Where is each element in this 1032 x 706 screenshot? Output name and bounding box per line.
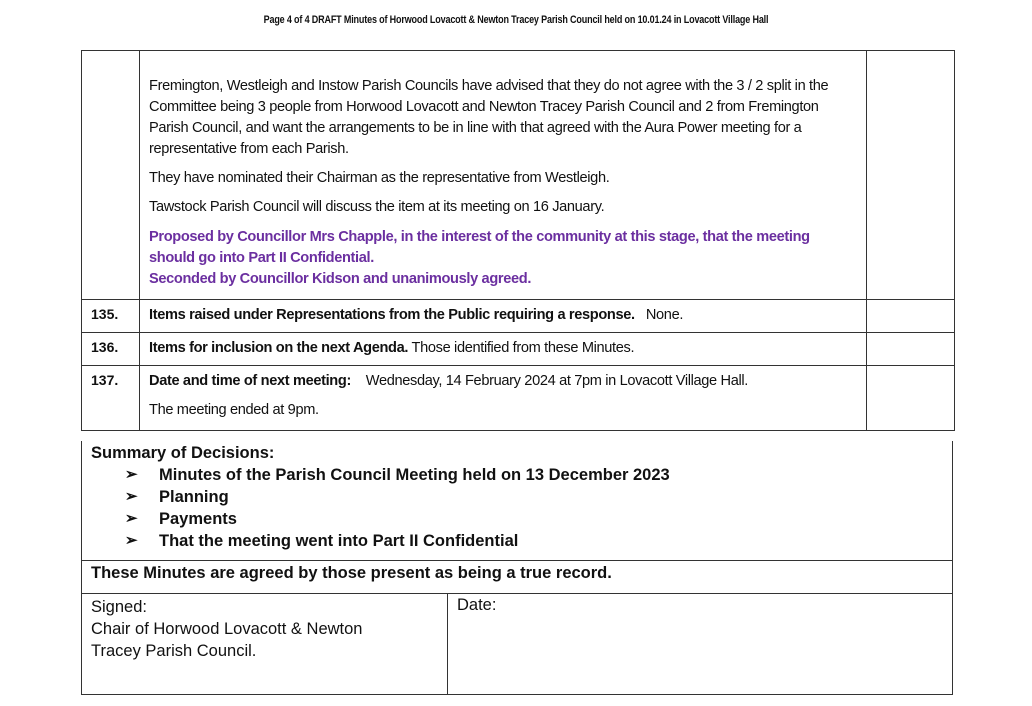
signed-label: Signed: — [91, 598, 147, 616]
item-number: 136. — [82, 333, 140, 365]
paragraph-tawstock: Tawstock Parish Council will discuss the item at its meeting on 16 January. — [149, 199, 605, 215]
item-body-cell — [140, 333, 867, 365]
decision-text: That the meeting went into Part II Confidential — [159, 532, 519, 550]
item-heading: Items raised under Representations from the Public requiring a response. — [149, 307, 635, 323]
decision-text: Payments — [159, 510, 237, 528]
list-item — [125, 508, 952, 530]
agreement-statement: These Minutes are agreed by those present as being a true record. — [81, 561, 953, 594]
page-header: Page 4 of 4 DRAFT Minutes of Horwood Lovacott & Newton Tracey Parish Council held on 10.01.24 in Lovacott Village Hall — [263, 14, 769, 26]
item-detail: None. — [645, 307, 684, 323]
arrow-bullet-icon: ➢ — [125, 510, 138, 527]
item-number-cell — [82, 51, 140, 299]
decision-text: Minutes of the Parish Council Meeting held on 13 December 2023 — [159, 466, 670, 484]
date-label: Date: — [457, 596, 497, 614]
item-detail: Wednesday, 14 February 2024 at 7pm in Lovacott Village Hall. — [365, 373, 748, 389]
chair-title-line1: Chair of Horwood Lovacott & Newton — [91, 620, 363, 638]
date-cell — [448, 593, 952, 694]
summary-title: Summary of Decisions: — [91, 444, 275, 462]
table-row — [82, 333, 954, 366]
decision-list — [91, 464, 952, 552]
chair-title-line2: Tracey Parish Council. — [91, 642, 257, 660]
arrow-bullet-icon: ➢ — [125, 488, 138, 505]
minutes-table — [81, 50, 955, 431]
decision-text: Planning — [159, 488, 229, 506]
list-item — [125, 486, 952, 508]
arrow-bullet-icon: ➢ — [125, 532, 138, 549]
table-row — [82, 300, 954, 333]
item-body-cell — [140, 300, 867, 332]
list-item — [125, 464, 952, 486]
table-row — [82, 366, 954, 431]
item-number: 135. — [82, 300, 140, 332]
summary-of-decisions — [81, 441, 953, 561]
side-column-cell — [867, 366, 954, 430]
arrow-bullet-icon: ➢ — [125, 466, 138, 483]
seconded-text: Seconded by Councillor Kidson and unanimously agreed. — [149, 271, 532, 287]
paragraph-westleigh-nomination: They have nominated their Chairman as the representative from Westleigh. — [149, 170, 610, 186]
side-column-cell — [867, 51, 954, 299]
item-heading: Date and time of next meeting: — [149, 373, 351, 389]
side-column-cell — [867, 333, 954, 365]
paragraph-parish-objection: Fremington, Westleigh and Instow Parish Councils have advised that they do not agree with the 3 / 2 split in the Committee being 3 people from Horwood Lovacott and Newton Tracey Parish Council and 2 from Fremington Parish Council, and want the arrangements to be in line with that agreed with the Aura Power meeting for a representative from each Parish. — [149, 78, 829, 157]
item-detail: Those identified from these Minutes. — [411, 340, 635, 356]
item-body-cell — [140, 366, 867, 430]
item-body-cell — [140, 51, 867, 299]
meeting-end-text: The meeting ended at 9pm. — [149, 402, 319, 418]
signature-cell — [82, 593, 448, 694]
list-item — [125, 530, 952, 552]
table-row-continuation — [82, 51, 954, 300]
item-number: 137. — [82, 366, 140, 430]
proposal-text: Proposed by Councillor Mrs Chapple, in the interest of the community at this stage, that the meeting should go into Part II Confidential. — [149, 229, 810, 266]
side-column-cell — [867, 300, 954, 332]
signature-block — [81, 593, 953, 695]
item-heading: Items for inclusion on the next Agenda. — [149, 340, 409, 356]
